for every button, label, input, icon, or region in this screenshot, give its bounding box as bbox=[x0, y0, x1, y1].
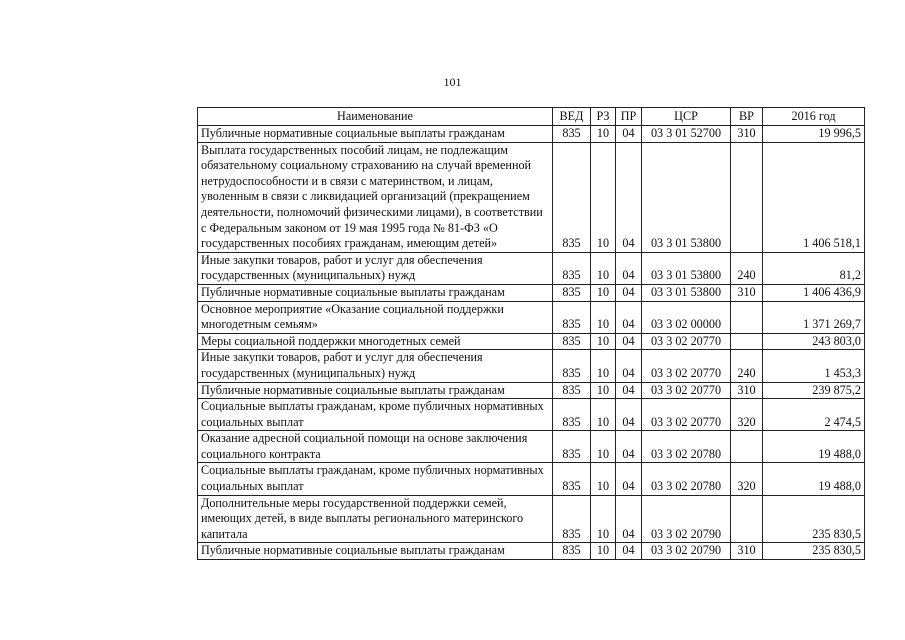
csr-cell: 03 3 01 53800 bbox=[642, 284, 731, 301]
vr-cell bbox=[731, 495, 763, 543]
name-cell: Иные закупки товаров, работ и услуг для обеспечения государственных (муниципальных) нужд bbox=[198, 350, 553, 382]
vr-cell: 240 bbox=[731, 252, 763, 284]
rz-cell: 10 bbox=[591, 399, 616, 431]
csr-cell: 03 3 01 53800 bbox=[642, 142, 731, 252]
csr-cell: 03 3 02 20770 bbox=[642, 399, 731, 431]
name-cell: Публичные нормативные социальные выплаты гражданам bbox=[198, 284, 553, 301]
vr-cell: 240 bbox=[731, 350, 763, 382]
pr-cell: 04 bbox=[616, 463, 642, 495]
header-year: 2016 год bbox=[763, 108, 865, 126]
header-vr: ВР bbox=[731, 108, 763, 126]
table-row bbox=[198, 431, 865, 463]
rz-cell: 10 bbox=[591, 543, 616, 560]
csr-cell: 03 3 02 20770 bbox=[642, 382, 731, 399]
rz-cell: 10 bbox=[591, 350, 616, 382]
vr-cell bbox=[731, 301, 763, 333]
ved-cell: 835 bbox=[553, 126, 591, 143]
ved-cell: 835 bbox=[553, 350, 591, 382]
vr-cell: 310 bbox=[731, 382, 763, 399]
vr-cell bbox=[731, 142, 763, 252]
csr-cell: 03 3 02 20790 bbox=[642, 543, 731, 560]
name-cell: Оказание адресной социальной помощи на основе заключения социального контракта bbox=[198, 431, 553, 463]
amount-cell: 19 488,0 bbox=[763, 463, 865, 495]
table-row bbox=[198, 382, 865, 399]
page-number: 101 bbox=[443, 75, 462, 89]
rz-cell: 10 bbox=[591, 252, 616, 284]
header-ved: ВЕД bbox=[553, 108, 591, 126]
table-row bbox=[198, 495, 865, 543]
table-row bbox=[198, 126, 865, 143]
header-rz: РЗ bbox=[591, 108, 616, 126]
table-row bbox=[198, 399, 865, 431]
name-cell: Социальные выплаты гражданам, кроме публичных нормативных социальных выплат bbox=[198, 463, 553, 495]
ved-cell: 835 bbox=[553, 382, 591, 399]
pr-cell: 04 bbox=[616, 399, 642, 431]
csr-cell: 03 3 01 52700 bbox=[642, 126, 731, 143]
name-cell: Социальные выплаты гражданам, кроме публичных нормативных социальных выплат bbox=[198, 399, 553, 431]
ved-cell: 835 bbox=[553, 399, 591, 431]
ved-cell: 835 bbox=[553, 463, 591, 495]
name-cell: Публичные нормативные социальные выплаты гражданам bbox=[198, 543, 553, 560]
rz-cell: 10 bbox=[591, 301, 616, 333]
pr-cell: 04 bbox=[616, 142, 642, 252]
ved-cell: 835 bbox=[553, 284, 591, 301]
amount-cell: 235 830,5 bbox=[763, 543, 865, 560]
pr-cell: 04 bbox=[616, 431, 642, 463]
rz-cell: 10 bbox=[591, 431, 616, 463]
ved-cell: 835 bbox=[553, 142, 591, 252]
header-name: Наименование bbox=[198, 108, 553, 126]
pr-cell: 04 bbox=[616, 382, 642, 399]
table-body bbox=[198, 126, 865, 560]
rz-cell: 10 bbox=[591, 142, 616, 252]
name-cell: Иные закупки товаров, работ и услуг для обеспечения государственных (муниципальных) нужд bbox=[198, 252, 553, 284]
pr-cell: 04 bbox=[616, 284, 642, 301]
rz-cell: 10 bbox=[591, 126, 616, 143]
pr-cell: 04 bbox=[616, 301, 642, 333]
amount-cell: 1 406 518,1 bbox=[763, 142, 865, 252]
vr-cell: 320 bbox=[731, 463, 763, 495]
rz-cell: 10 bbox=[591, 284, 616, 301]
pr-cell: 04 bbox=[616, 495, 642, 543]
csr-cell: 03 3 02 00000 bbox=[642, 301, 731, 333]
vr-cell bbox=[731, 431, 763, 463]
amount-cell: 2 474,5 bbox=[763, 399, 865, 431]
csr-cell: 03 3 02 20780 bbox=[642, 463, 731, 495]
csr-cell: 03 3 02 20770 bbox=[642, 333, 731, 350]
name-cell: Выплата государственных пособий лицам, не подлежащим обязательному социальному страхованию на случай временной нетрудоспособности и в связи с материнством, и лицам, уволенным в связи с ликвидацией организаций (прекращением деятельности, полномочий физическими лицами), в соответствии с Федеральным законом от 19 мая 1995 года № 81-ФЗ «О государственных пособиях гражданам, имеющим детей» bbox=[198, 142, 553, 252]
vr-cell: 310 bbox=[731, 284, 763, 301]
amount-cell: 239 875,2 bbox=[763, 382, 865, 399]
csr-cell: 03 3 02 20770 bbox=[642, 350, 731, 382]
header-pr: ПР bbox=[616, 108, 642, 126]
ved-cell: 835 bbox=[553, 495, 591, 543]
table-row bbox=[198, 142, 865, 252]
name-cell: Публичные нормативные социальные выплаты гражданам bbox=[198, 126, 553, 143]
csr-cell: 03 3 01 53800 bbox=[642, 252, 731, 284]
ved-cell: 835 bbox=[553, 333, 591, 350]
amount-cell: 1 406 436,9 bbox=[763, 284, 865, 301]
name-cell: Публичные нормативные социальные выплаты гражданам bbox=[198, 382, 553, 399]
amount-cell: 243 803,0 bbox=[763, 333, 865, 350]
table-row bbox=[198, 463, 865, 495]
budget-table bbox=[197, 107, 865, 560]
rz-cell: 10 bbox=[591, 463, 616, 495]
pr-cell: 04 bbox=[616, 543, 642, 560]
amount-cell: 1 453,3 bbox=[763, 350, 865, 382]
rz-cell: 10 bbox=[591, 495, 616, 543]
csr-cell: 03 3 02 20780 bbox=[642, 431, 731, 463]
table-row bbox=[198, 252, 865, 284]
pr-cell: 04 bbox=[616, 333, 642, 350]
ved-cell: 835 bbox=[553, 252, 591, 284]
csr-cell: 03 3 02 20790 bbox=[642, 495, 731, 543]
vr-cell: 320 bbox=[731, 399, 763, 431]
table-row bbox=[198, 543, 865, 560]
pr-cell: 04 bbox=[616, 126, 642, 143]
amount-cell: 19 488,0 bbox=[763, 431, 865, 463]
amount-cell: 235 830,5 bbox=[763, 495, 865, 543]
table-row bbox=[198, 350, 865, 382]
ved-cell: 835 bbox=[553, 301, 591, 333]
table-header-row bbox=[198, 108, 865, 126]
table-row bbox=[198, 284, 865, 301]
table-row bbox=[198, 333, 865, 350]
name-cell: Меры социальной поддержки многодетных семей bbox=[198, 333, 553, 350]
amount-cell: 19 996,5 bbox=[763, 126, 865, 143]
vr-cell bbox=[731, 333, 763, 350]
vr-cell: 310 bbox=[731, 126, 763, 143]
amount-cell: 1 371 269,7 bbox=[763, 301, 865, 333]
rz-cell: 10 bbox=[591, 382, 616, 399]
pr-cell: 04 bbox=[616, 252, 642, 284]
amount-cell: 81,2 bbox=[763, 252, 865, 284]
pr-cell: 04 bbox=[616, 350, 642, 382]
ved-cell: 835 bbox=[553, 543, 591, 560]
name-cell: Дополнительные меры государственной поддержки семей, имеющих детей, в виде выплаты регионального материнского капитала bbox=[198, 495, 553, 543]
ved-cell: 835 bbox=[553, 431, 591, 463]
vr-cell: 310 bbox=[731, 543, 763, 560]
table-row bbox=[198, 301, 865, 333]
name-cell: Основное мероприятие «Оказание социальной поддержки многодетным семьям» bbox=[198, 301, 553, 333]
rz-cell: 10 bbox=[591, 333, 616, 350]
header-csr: ЦСР bbox=[642, 108, 731, 126]
